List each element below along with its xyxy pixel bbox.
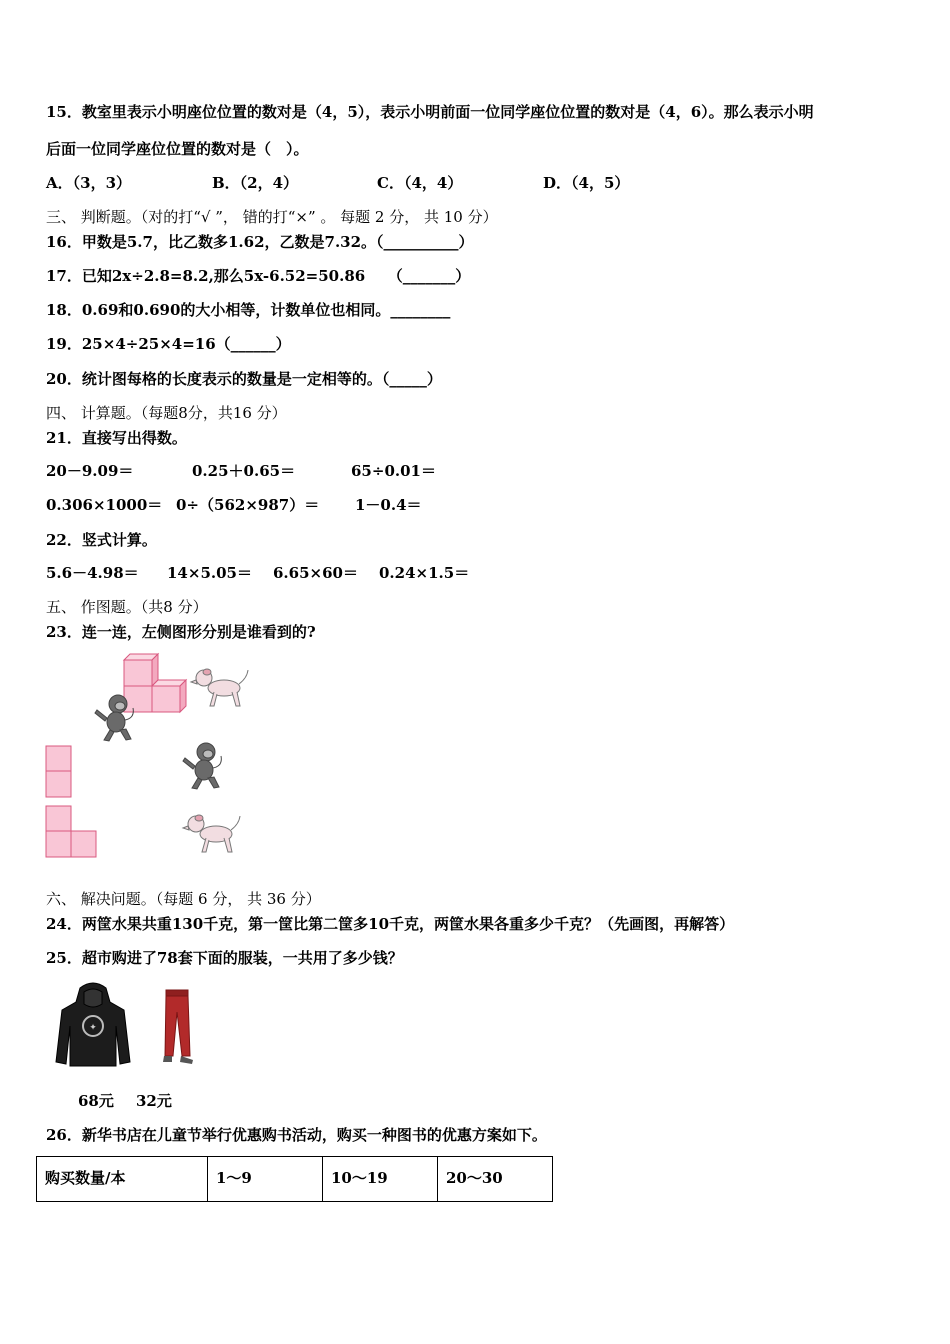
hoodie-icon bbox=[52, 982, 134, 1068]
table-header-cell: 1～9 bbox=[208, 1157, 323, 1202]
view-shape-1 bbox=[45, 745, 73, 799]
q23-title: 23．连一连，左侧图形分别是谁看到的? bbox=[46, 623, 316, 641]
pants-price: 32元 bbox=[136, 1092, 172, 1110]
q22-item: 5.6－4.98＝ bbox=[46, 564, 139, 582]
q17: 17．已知2x÷2.8=8.2,那么5x-6.52=50.86 （_______） bbox=[46, 267, 471, 285]
dog-icon bbox=[188, 664, 250, 712]
section-5-heading: 五、 作图题。（共8 分） bbox=[46, 598, 208, 616]
q21-item: 0.306×1000＝ bbox=[46, 496, 163, 514]
q18: 18．0.69和0.690的大小相等，计数单位也相同。________ bbox=[46, 301, 451, 319]
table-header-cell: 购买数量/本 bbox=[37, 1157, 208, 1202]
q21-item: 65÷0.01＝ bbox=[351, 462, 436, 480]
q21-item: 20－9.09＝ bbox=[46, 462, 134, 480]
q15-line2: 后面一位同学座位位置的数对是（ ）。 bbox=[46, 140, 309, 158]
q19: 19．25×4÷25×4=16（______） bbox=[46, 335, 291, 353]
q15-option-a: A．（3，3） bbox=[46, 174, 132, 192]
q22-item: 0.24×1.5＝ bbox=[379, 564, 470, 582]
section-4-heading: 四、 计算题。（每题8分，共16 分） bbox=[46, 404, 287, 422]
q20: 20．统计图每格的长度表示的数量是一定相等的。（_____） bbox=[46, 370, 442, 388]
q15-option-b: B．（2，4） bbox=[212, 174, 299, 192]
q15-option-c: C．（4，4） bbox=[377, 174, 463, 192]
q21-title: 21．直接写出得数。 bbox=[46, 429, 187, 447]
q21-item: 0÷（562×987）＝ bbox=[176, 496, 320, 514]
monkey-icon bbox=[180, 740, 226, 790]
q15-line1: 15．教室里表示小明座位位置的数对是（4，5），表示小明前面一位同学座位位置的数对是（4，6）。那么表示小明 bbox=[46, 103, 814, 121]
q22-item: 6.65×60＝ bbox=[273, 564, 358, 582]
q15-option-d: D．（4，5） bbox=[543, 174, 630, 192]
table-header-cell: 20～30 bbox=[438, 1157, 553, 1202]
q25-title: 25．超市购进了78套下面的服装，一共用了多少钱？ bbox=[46, 949, 403, 967]
section-6-heading: 六、 解决问题。（每题 6 分， 共 36 分） bbox=[46, 890, 321, 908]
pants-icon bbox=[158, 988, 198, 1066]
monkey-icon bbox=[92, 692, 138, 742]
view-shape-2 bbox=[45, 805, 99, 859]
q22-title: 22．竖式计算。 bbox=[46, 531, 157, 549]
q24: 24．两筐水果共重130千克，第一筐比第二筐多10千克，两筐水果各重多少千克？（先画图，再解答） bbox=[46, 915, 735, 933]
dog-icon bbox=[180, 810, 242, 858]
q21-item: 0.25＋0.65＝ bbox=[192, 462, 296, 480]
table-row bbox=[37, 1157, 553, 1202]
q16: 16．甲数是5.7，比乙数多1.62，乙数是7.32。（__________） bbox=[46, 233, 474, 251]
q26-title: 26．新华书店在儿童节举行优惠购书活动，购买一种图书的优惠方案如下。 bbox=[46, 1126, 547, 1144]
section-3-heading: 三、 判断题。（对的打“√ ”， 错的打“×” 。 每题 2 分， 共 10 分） bbox=[46, 208, 498, 226]
discount-table bbox=[36, 1156, 553, 1202]
q22-item: 14×5.05＝ bbox=[167, 564, 252, 582]
table-header-cell: 10～19 bbox=[323, 1157, 438, 1202]
q21-item: 1－0.4＝ bbox=[355, 496, 422, 514]
hoodie-price: 68元 bbox=[78, 1092, 114, 1110]
svg-text:✦: ✦ bbox=[89, 1023, 97, 1033]
